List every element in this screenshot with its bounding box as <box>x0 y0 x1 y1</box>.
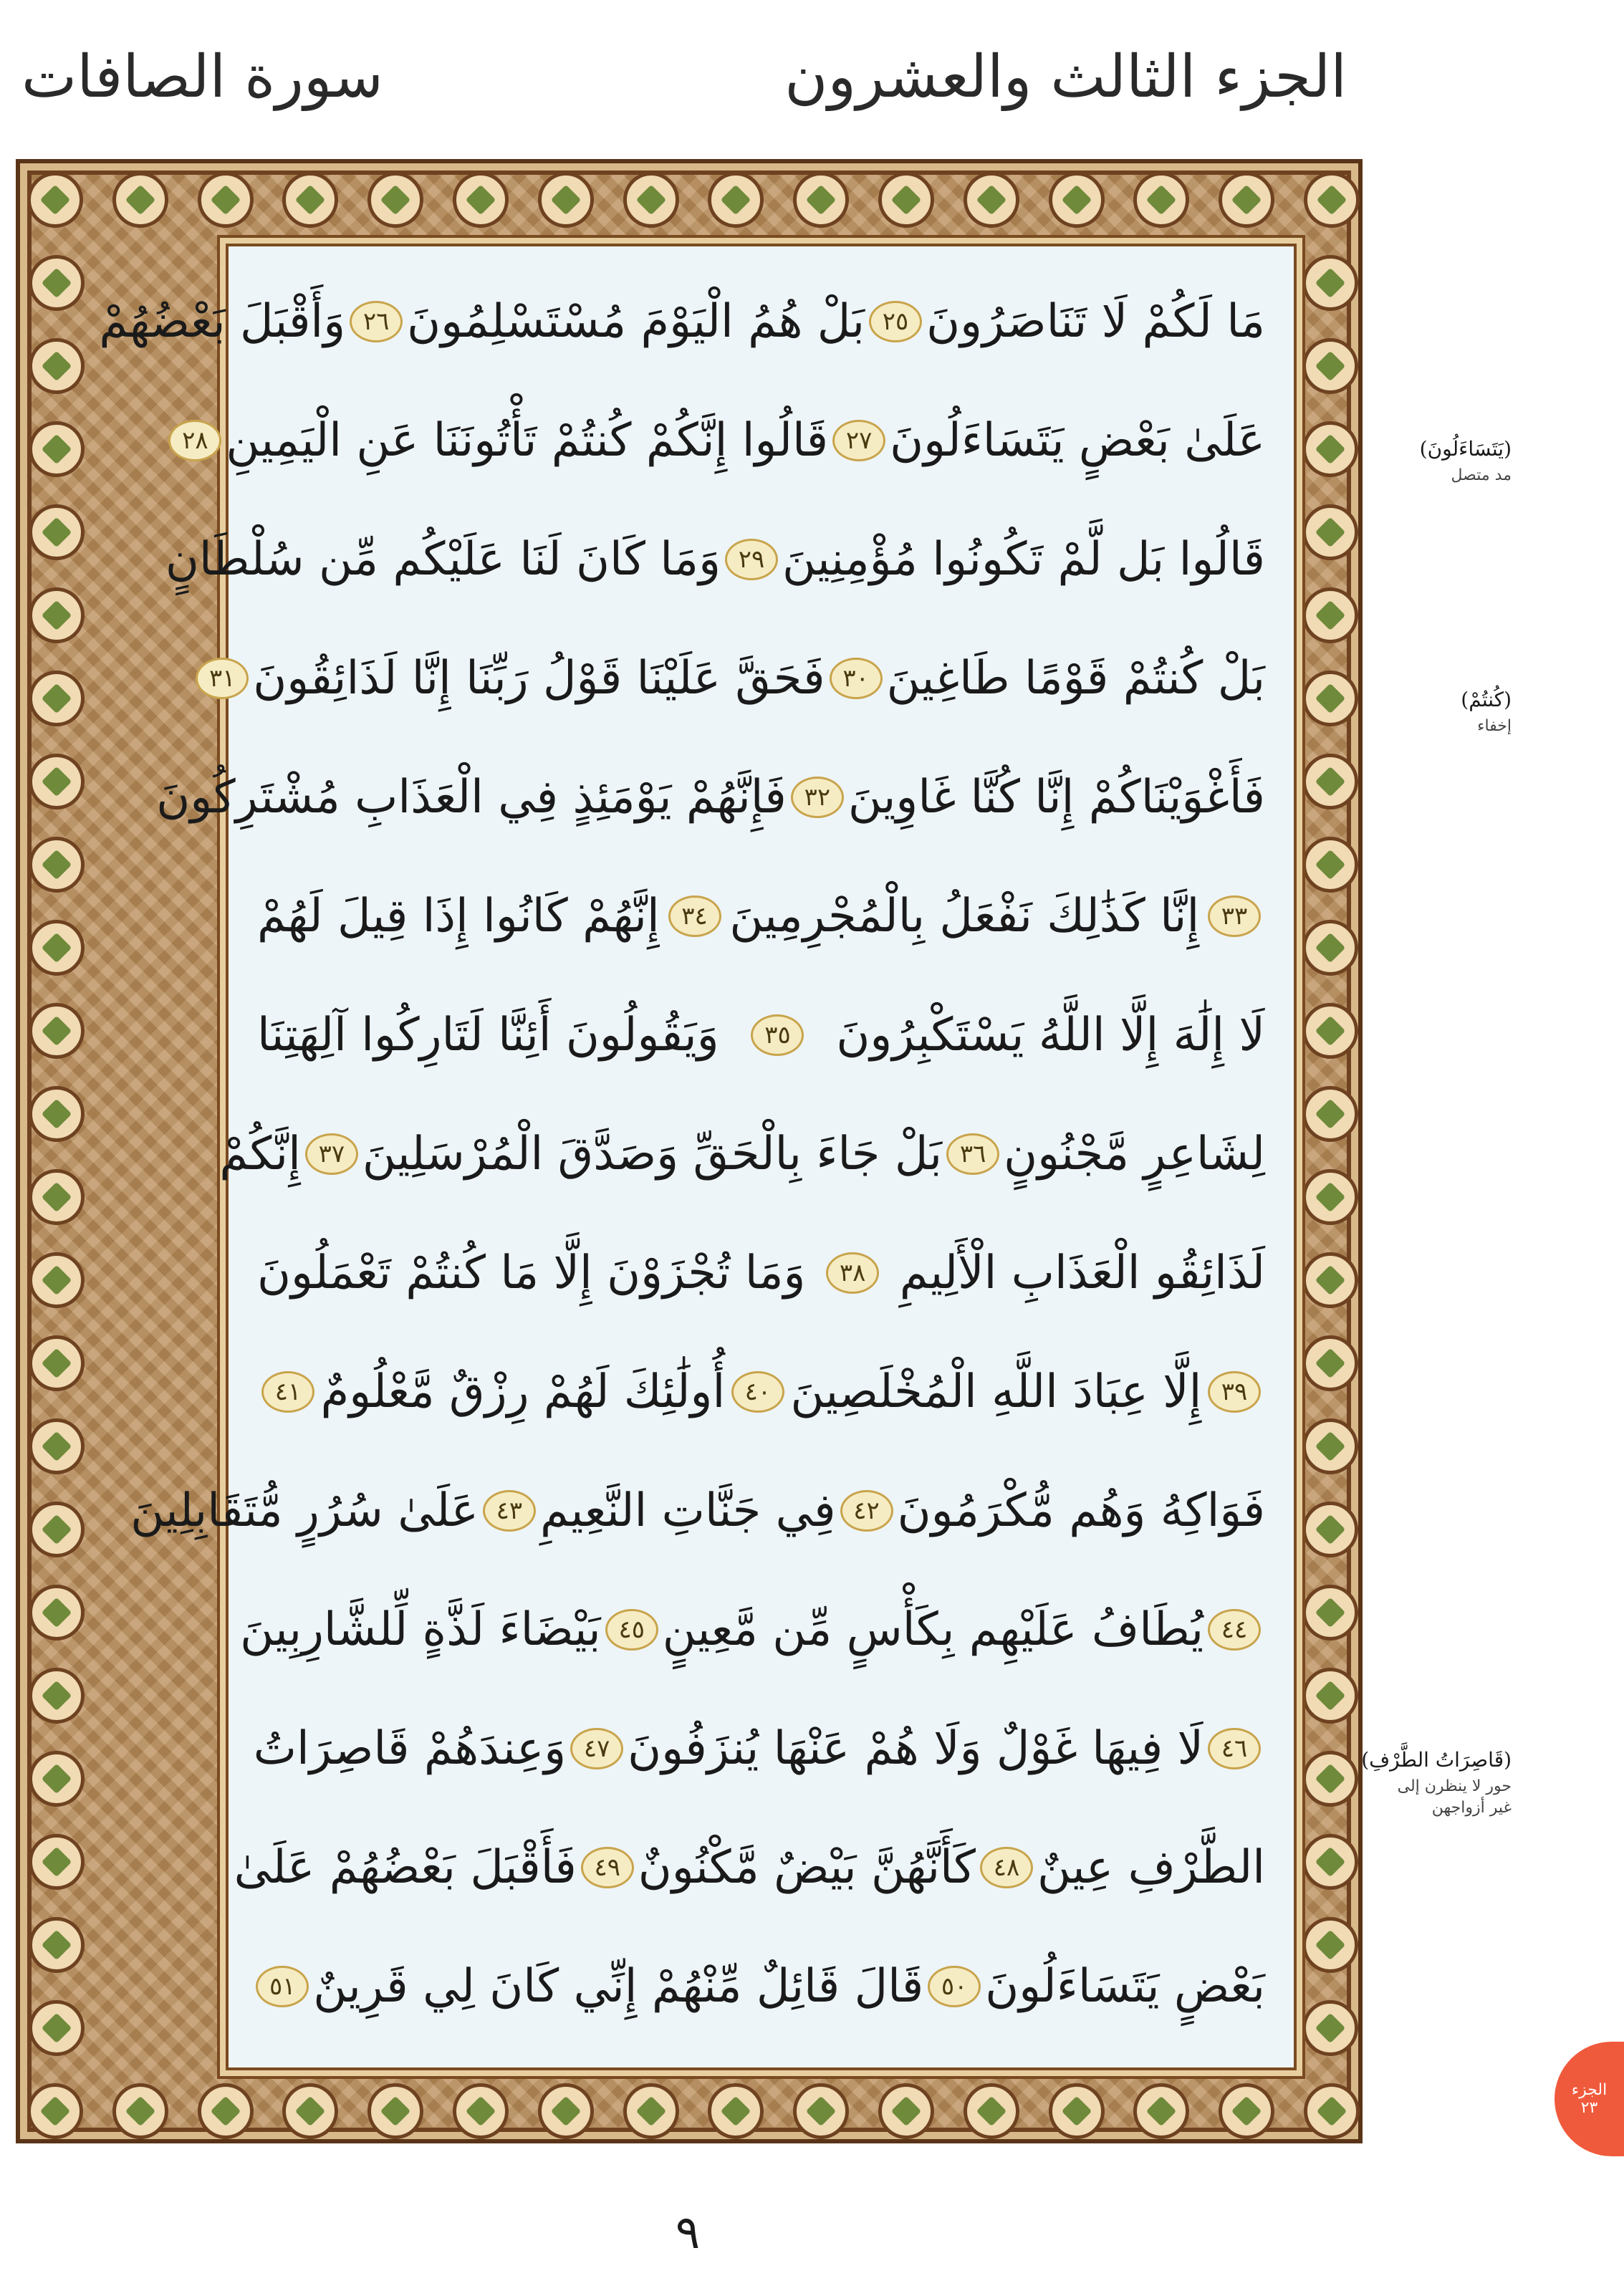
frame-motif <box>1049 172 1105 228</box>
frame-motif <box>1302 1834 1358 1890</box>
frame-motif <box>29 1502 85 1557</box>
ayah-number-marker: ٢٦ <box>350 301 403 342</box>
verse-line <box>165 500 1265 619</box>
verse-line <box>234 1808 1265 1927</box>
frame-motif <box>367 172 423 228</box>
ayah-number-marker: ٢٧ <box>832 420 885 461</box>
ayah-number-marker: ٤٠ <box>731 1371 784 1413</box>
juz-title: الجزء الثالث والعشرون <box>784 43 1347 111</box>
verse-text: بَلْ جَاءَ بِالْحَقِّ وَصَدَّقَ الْمُرْسَلِينَ <box>362 1128 943 1181</box>
verse-text: إِنَّا كَذَٰلِكَ نَفْعَلُ بِالْمُجْرِمِينَ <box>729 890 1200 943</box>
frame-motif <box>793 2083 849 2139</box>
ayah-number-marker: ٣٠ <box>830 658 883 699</box>
frame-motif <box>1302 1252 1358 1308</box>
verse-text: وَمَا كَانَ لَنَا عَلَيْكُم مِّن سُلْطَانٍ <box>165 533 721 586</box>
frame-motif <box>1302 1003 1358 1059</box>
verse-text: قَالَ قَائِلٌ مِّنْهُمْ إِنِّي كَانَ لِي قَرِينٌ <box>313 1960 924 2013</box>
page-header <box>0 43 1361 136</box>
note-meaning: حور لا ينظرن إلى غير أزواجهن <box>1397 1777 1512 1817</box>
frame-motif <box>1302 1169 1358 1225</box>
frame-motif <box>198 2083 254 2139</box>
frame-motif <box>1302 504 1358 560</box>
frame-motif <box>1219 2083 1274 2139</box>
ayah-number-marker: ٣٣ <box>1208 895 1261 937</box>
note-meaning: إخفاء <box>1477 717 1512 735</box>
frame-motif <box>964 172 1019 228</box>
ayah-number-marker: ٤٨ <box>980 1847 1033 1888</box>
frame-motif <box>708 2083 764 2139</box>
frame-motif <box>29 587 85 643</box>
frame-motif <box>1302 338 1358 394</box>
frame-motif <box>27 2083 83 2139</box>
frame-motif <box>198 172 254 228</box>
frame-motif <box>29 754 85 810</box>
verse-line <box>99 262 1265 381</box>
frame-motif <box>29 1585 85 1641</box>
frame-motif <box>1302 1917 1358 1973</box>
note-word: (كُنتُمْ) <box>1461 688 1512 711</box>
verse-text: فَإِنَّهُمْ يَوْمَئِذٍ فِي الْعَذَابِ مُشْتَرِكُونَ <box>156 771 787 824</box>
verse-text: وَعِندَهُمْ قَاصِرَاتُ <box>253 1722 567 1775</box>
frame-motif <box>1302 754 1358 810</box>
ayah-number-marker: ٣٦ <box>946 1133 999 1175</box>
verse-text: بَلْ كُنتُمْ قَوْمًا طَاغِينَ <box>886 652 1265 705</box>
frame-motif <box>1302 255 1358 311</box>
verse-line <box>257 1214 1265 1332</box>
frame-motif <box>453 2083 509 2139</box>
verse-line <box>253 1689 1265 1808</box>
verse-text: قَالُوا إِنَّكُمْ كُنتُمْ تَأْتُونَنَا عَنِ الْيَمِينِ <box>226 414 829 467</box>
frame-motif <box>367 2083 423 2139</box>
verse-text: عَلَىٰ سُرُرٍ مُّتَقَابِلِينَ <box>130 1484 479 1537</box>
verse-text: وَمَا تُجْزَوْنَ إِلَّا مَا كُنتُمْ تَعْمَلُونَ <box>257 1247 806 1300</box>
note-word: (يَتَسَاءَلُونَ) <box>1419 437 1512 461</box>
verse-text: وَيَقُولُونَ أَئِنَّا لَتَارِكُوا آلِهَتِنَا <box>257 1009 719 1062</box>
frame-motif <box>29 421 85 477</box>
frame-motif <box>1302 1086 1358 1142</box>
frame-motif <box>29 1834 85 1890</box>
frame-motif <box>1302 1585 1358 1641</box>
frame-motif <box>29 255 85 311</box>
frame-motif <box>538 2083 594 2139</box>
verse-line <box>240 1570 1265 1689</box>
verse-line <box>219 1095 1265 1214</box>
ayah-number-marker: ٤٢ <box>840 1490 893 1532</box>
frame-motif <box>29 1169 85 1225</box>
verse-line <box>257 1332 1265 1451</box>
verse-text: فَأَقْبَلَ بَعْضُهُمْ عَلَىٰ <box>234 1841 577 1894</box>
frame-motif <box>1302 1418 1358 1474</box>
frame-motif <box>1219 172 1274 228</box>
verse-text: إِنَّكُمْ <box>219 1128 301 1181</box>
verse-line <box>257 976 1265 1095</box>
verse-text: لِشَاعِرٍ مَّجْنُونٍ <box>1004 1128 1265 1181</box>
frame-motif <box>1302 1502 1358 1557</box>
verse-line <box>182 381 1265 500</box>
verse-text: فَأَغْوَيْنَاكُمْ إِنَّا كُنَّا غَاوِينَ <box>847 771 1265 824</box>
frame-motif <box>1302 1335 1358 1391</box>
quran-text-panel <box>99 244 1297 2070</box>
frame-motif <box>878 2083 934 2139</box>
frame-motif <box>29 1335 85 1391</box>
ayah-number-marker: ٢٩ <box>725 539 778 580</box>
frame-motif <box>623 2083 679 2139</box>
frame-motif <box>282 2083 338 2139</box>
frame-motif <box>29 1917 85 1973</box>
frame-motif <box>1304 2083 1360 2139</box>
verse-text: إِلَّا عِبَادَ اللَّهِ الْمُخْلَصِينَ <box>790 1365 1202 1418</box>
verse-line <box>156 738 1265 857</box>
frame-motif <box>1302 587 1358 643</box>
ayah-number-marker: ٣١ <box>196 658 249 699</box>
frame-motif <box>1302 671 1358 726</box>
ayah-number-marker: ٣٩ <box>1208 1371 1261 1413</box>
frame-motif <box>29 1003 85 1059</box>
verse-text: فَوَاكِهُ وَهُم مُّكْرَمُونَ <box>897 1484 1265 1537</box>
frame-motif <box>1133 2083 1189 2139</box>
frame-motif <box>623 172 679 228</box>
frame-motif <box>112 172 168 228</box>
verse-text: إِنَّهُمْ كَانُوا إِذَا قِيلَ لَهُمْ <box>257 890 660 943</box>
frame-motif <box>29 1751 85 1807</box>
frame-motif <box>1133 172 1189 228</box>
frame-motif <box>1302 421 1358 477</box>
verse-text: لَا إِلَٰهَ إِلَّا اللَّهُ يَسْتَكْبِرُونَ <box>836 1009 1265 1062</box>
frame-motif <box>1302 920 1358 976</box>
verse-text: قَالُوا بَل لَّمْ تَكُونُوا مُؤْمِنِينَ <box>782 533 1265 586</box>
verse-text: مَا لَكُمْ لَا تَنَاصَرُونَ <box>926 295 1265 348</box>
ayah-number-marker: ٤١ <box>261 1371 314 1413</box>
verse-text: بَلْ هُمُ الْيَوْمَ مُسْتَسْلِمُونَ <box>407 295 865 348</box>
frame-motif <box>29 2000 85 2056</box>
ayah-number-marker: ٥٠ <box>928 1966 981 2007</box>
verse-line <box>130 1451 1265 1570</box>
verse-text: بَعْضٍ يَتَسَاءَلُونَ <box>985 1960 1265 2013</box>
verse-line <box>257 857 1265 976</box>
frame-motif <box>29 1252 85 1308</box>
frame-motif <box>1302 1668 1358 1724</box>
page-number: ٩ <box>675 2206 701 2259</box>
ayah-number-marker: ٣٢ <box>791 777 844 818</box>
verse-text: فَحَقَّ عَلَيْنَا قَوْلُ رَبِّنَا إِنَّا لَذَائِقُونَ <box>253 652 825 705</box>
ayah-number-marker: ٢٥ <box>869 301 922 342</box>
ayah-number-marker: ٤٩ <box>581 1847 634 1888</box>
verse-text: أُولَٰئِكَ لَهُمْ رِزْقٌ مَّعْلُومٌ <box>320 1365 726 1418</box>
frame-motif <box>878 172 934 228</box>
ayah-number-marker: ٥١ <box>256 1966 309 2007</box>
frame-motif <box>538 172 594 228</box>
ayah-number-marker: ٣٤ <box>668 895 721 937</box>
verse-text: كَأَنَّهُنَّ بَيْضٌ مَّكْنُونٌ <box>638 1841 976 1894</box>
frame-motif <box>282 172 338 228</box>
ayah-number-marker: ٤٣ <box>483 1490 536 1532</box>
verse-text: يُطَافُ عَلَيْهِم بِكَأْسٍ مِّن مَّعِينٍ <box>662 1603 1203 1656</box>
frame-motif <box>793 172 849 228</box>
note-meaning: مد متصل <box>1451 466 1512 484</box>
frame-motif <box>29 671 85 726</box>
frame-motif <box>1302 2000 1358 2056</box>
ayah-number-marker: ٤٤ <box>1208 1609 1261 1651</box>
note-word: (قَاصِرَاتُ الطَّرْفِ) <box>1361 1748 1512 1772</box>
juz-tab-label: الجزء <box>1571 2081 1608 2099</box>
frame-motif <box>29 1418 85 1474</box>
ayah-number-marker: ٣٥ <box>751 1014 804 1056</box>
frame-motif <box>453 172 509 228</box>
surah-title: سورة الصافات <box>21 43 383 111</box>
verse-text: الطَّرْفِ عِينٌ <box>1037 1841 1265 1894</box>
verse-line <box>208 619 1265 738</box>
verse-text: لَا فِيهَا غَوْلٌ وَلَا هُمْ عَنْهَا يُنزَفُونَ <box>628 1722 1203 1775</box>
frame-motif <box>29 338 85 394</box>
frame-motif <box>112 2083 168 2139</box>
verse-text: لَذَائِقُو الْعَذَابِ الْأَلِيمِ <box>899 1247 1265 1300</box>
frame-motif <box>964 2083 1019 2139</box>
frame-motif <box>27 172 83 228</box>
verse-text: عَلَىٰ بَعْضٍ يَتَسَاءَلُونَ <box>890 414 1265 467</box>
frame-motif <box>29 1668 85 1724</box>
juz-tab-number: ٢٣ <box>1580 2099 1598 2117</box>
ayah-number-marker: ٣٧ <box>305 1133 358 1175</box>
ayah-number-marker: ٢٨ <box>168 420 221 461</box>
verse-text: بَيْضَاءَ لَذَّةٍ لِّلشَّارِبِينَ <box>240 1603 601 1656</box>
frame-motif <box>708 172 764 228</box>
frame-motif <box>29 1086 85 1142</box>
verse-text: فِي جَنَّاتِ النَّعِيمِ <box>539 1484 836 1537</box>
margin-note <box>1361 1748 1512 1818</box>
frame-motif <box>1304 172 1360 228</box>
frame-motif <box>1302 1751 1358 1807</box>
frame-motif <box>29 837 85 893</box>
ayah-number-marker: ٤٧ <box>570 1728 623 1769</box>
margin-note <box>1390 688 1512 737</box>
ayah-number-marker: ٣٨ <box>826 1252 879 1294</box>
verse-line <box>257 1927 1265 2046</box>
frame-motif <box>1049 2083 1105 2139</box>
ayah-number-marker: ٤٦ <box>1208 1728 1261 1769</box>
frame-motif <box>29 920 85 976</box>
verse-text: وَأَقْبَلَ بَعْضُهُمْ <box>99 295 346 348</box>
margin-note <box>1390 437 1512 486</box>
verse-lines <box>99 262 1294 2046</box>
margin-notes <box>1361 0 1612 2296</box>
frame-motif <box>1302 837 1358 893</box>
frame-motif <box>29 504 85 560</box>
ayah-number-marker: ٤٥ <box>605 1609 658 1651</box>
